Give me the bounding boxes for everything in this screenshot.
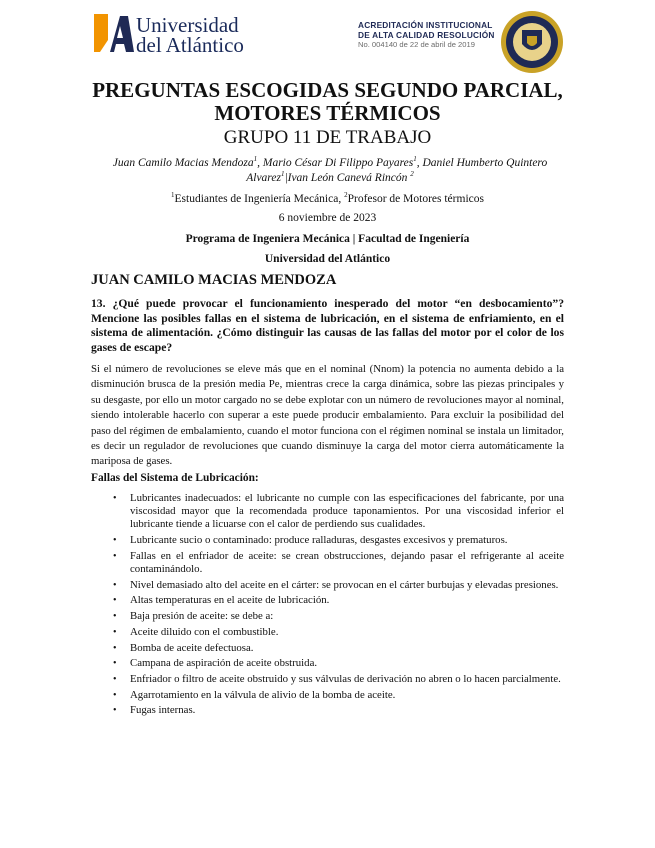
list-item [91,689,564,702]
university-logo [92,12,242,56]
list-item-text: Lubricantes inadecuados: el lubricante no cumple con las especificaciones del fabricante, por una viscosidad mayor que la recomendada produce taponamientos. Por una viscosidad inferior el lubricante tiende a licuarse con el calor de perdiendo sus cualidades. [130,492,564,531]
list-item [91,673,564,686]
author-2: Mario César Di Filippo Payares [262,157,414,169]
bullet-icon: • [113,626,117,638]
author-3-sup: 1 [280,170,285,179]
bullet-icon: • [113,493,117,504]
list-item [91,579,564,592]
bullet-icon: • [113,642,117,654]
list-item [91,550,564,576]
authors-line: Juan Camilo Macias Mendoza$^1$, Mario César Di Filippo Payares$^1$, Daniel Humberto Quintero Alvarez$^1$|Ivan León Canevá Rincón $^2$ [112,155,548,184]
accreditation-line-3: No. 004140 de 22 de abril de 2019 [358,40,475,49]
author-2-sup: 1 [413,155,417,164]
bullet-icon: • [113,535,117,547]
bullet-icon: • [113,550,117,562]
bullet-icon: • [113,673,117,685]
list-item-text: Nivel demasiado alto del aceite en el cárter: se provocan en el cárter burbujas y elevadas presiones. [130,578,559,591]
list-item-text: Campana de aspiración de aceite obstruida. [130,657,318,670]
list-item [91,610,564,623]
ua-logo-icon [92,12,134,56]
list-item-text: Agarrotamiento en la válvula de alivio de la bomba de aceite. [130,688,396,701]
list-item-text: Altas temperaturas en el aceite de lubricación. [130,594,330,607]
bullet-icon: • [113,579,117,591]
answer-paragraph: Si el número de revoluciones se eleve más que en el nominal (Nnom) la potencia no aumenta debido a la disminución brusca de la presión media Pe, mientras crece la carga dinámica, sobre las piezas principales y su desgaste, por ello un motor cargado no se debe explotar con un número de revoluciones mayor al nominal, siendo intolerable hacerlo con superar a este puede producir embalamiento. Para excluir la posibilidad del paso del régimen de embalamiento, cuando el motor funciona con el régimen nominal se instala un limitador, es decir un regulador de revoluciones que cuando disminuye la carga del motor cierra automáticamente la mariposa de gases. [91,363,564,468]
bullet-icon: • [113,658,117,670]
group-title: GRUPO 11 DE TRABAJO [223,127,432,148]
accreditation-seal-icon [500,10,564,74]
accreditation-block [358,20,498,50]
program-line: Programa de Ingeniera Mecánica | Facultad de Ingeniería [185,233,470,245]
list-item [91,492,564,532]
list-item [91,626,564,639]
bullet-icon: • [113,595,117,607]
list-item-text: Enfriador o filtro de aceite obstruido y sus válvulas de derivación no abren o lo hacen parcialmente. [130,672,561,685]
author-1-sup: 1 [253,155,258,164]
list-item [91,534,564,547]
affil-professor: Profesor de Motores térmicos [347,193,484,205]
university-line: Universidad del Atlántico [264,253,391,265]
author-3: Daniel Humberto Quintero Alvarez [246,157,548,184]
document-title: PREGUNTAS ESCOGIDAS SEGUNDO PARCIAL, MOTORES TÉRMICOS [92,78,563,125]
list-item-text: Baja presión de aceite: se debe a: [130,610,274,623]
list-item-text: Bomba de aceite defectuosa. [130,641,254,654]
failures-list [91,492,564,720]
accreditation-line-2: DE ALTA CALIDAD RESOLUCIÓN [358,30,495,40]
affil-sup-1: 1 [171,191,175,200]
author-4: Ivan León Canevá Rincón [287,172,408,184]
accreditation-line-1: ACREDITACIÓN INSTITUCIONAL [358,20,493,30]
bullet-icon: • [113,705,117,717]
list-item-text: Fallas en el enfriador de aceite: se crean obstrucciones, dejando pasar el refrigerante al aceite contaminándolo. [130,549,564,576]
author-1: Juan Camilo Macias Mendoza [112,157,254,169]
list-item-text: Lubricante sucio o contaminado: produce ralladuras, desgastes excesivos y prematuros. [130,534,508,547]
list-item [91,657,564,670]
list-item [91,594,564,607]
affil-sup-2: 2 [344,191,348,200]
date: 6 noviembre de 2023 [278,212,377,224]
author-4-sup: 2 [410,170,414,179]
list-item [91,704,564,717]
bullet-icon: • [113,611,117,623]
affiliation-line [60,192,595,206]
list-item-text: Aceite diluido con el combustible. [130,625,279,638]
section-author-heading: JUAN CAMILO MACIAS MENDOZA [91,272,337,288]
list-item-text: Fugas internas. [130,704,196,717]
logo-line-2: del Atlántico [136,33,244,57]
question-text: 13. ¿Qué puede provocar el funcionamiento inesperado del motor “en desbocamiento”? Mencione las posibles fallas en el sistema de lubricación, en el sistema de enfriamiento, en el sistema de alimentación. ¿Cómo distinguir las causas de las fallas del motor por el color de los gases de escape? [91,297,564,354]
list-item [91,642,564,655]
affil-students: Estudiantes de Ingeniería Mecánica, [174,193,342,205]
bullet-icon: • [113,689,117,701]
logo-wordmark [136,15,244,55]
lubrication-subheading: Fallas del Sistema de Lubricación: [91,472,259,484]
logo-line-1: Universidad [136,13,239,37]
